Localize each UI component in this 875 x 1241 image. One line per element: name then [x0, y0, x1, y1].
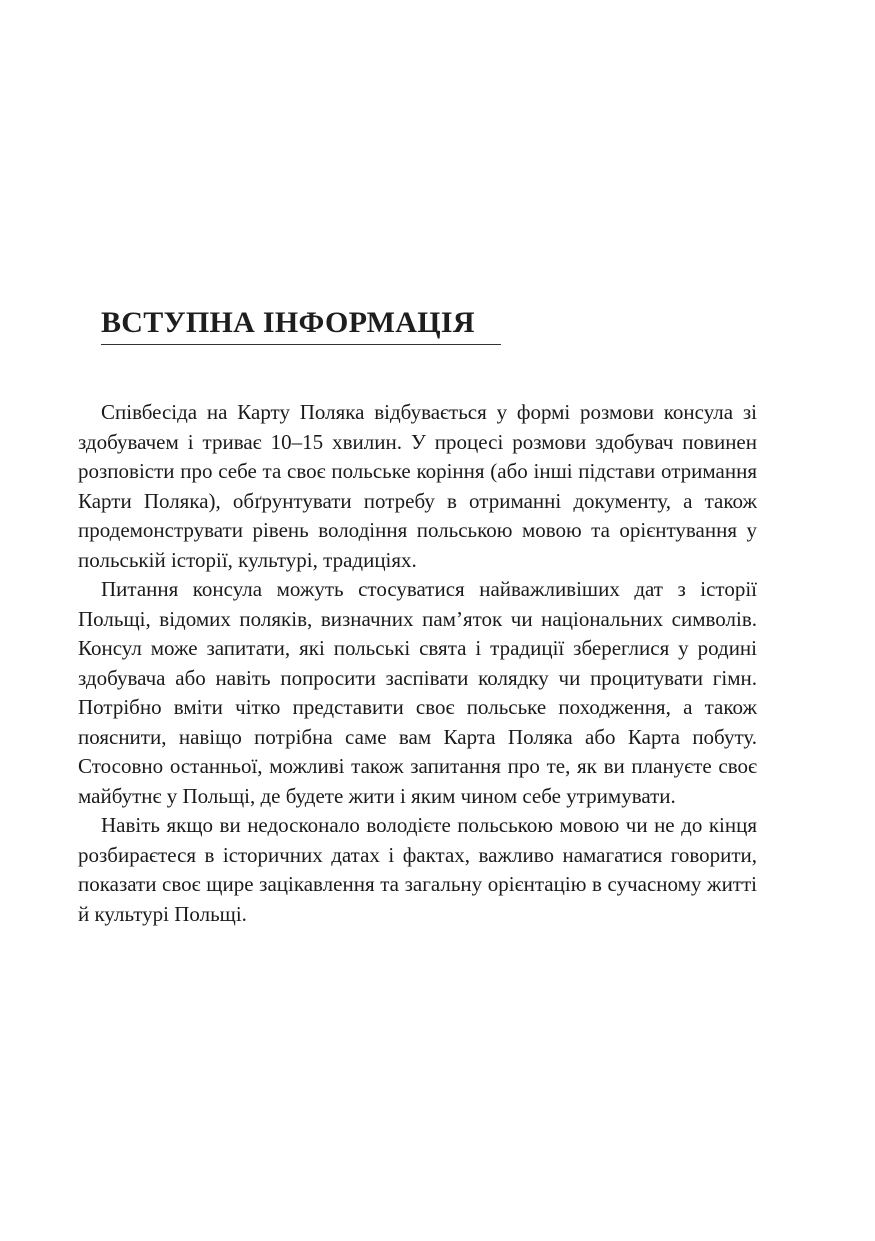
paragraph-1: Співбесіда на Карту Поляка відбувається у формі розмови консула зі здобувачем і триває 10–15 хвилин. У процесі розмови здобувач повинен розповісти про себе та своє польське коріння (або інші підстави отримання Карти Поляка), обґрунтувати потребу в отриманні документу, а також продемонструвати рівень володіння польською мовою та орієнтування у польській історії, культурі, традиціях.: [78, 400, 757, 572]
paragraph-2: Питання консула можуть стосуватися найважливіших дат з історії Польщі, відомих поляків, визначних пам’яток чи національних символів. Консул може запитати, які польські свята і традиції збереглися у родині здобувача або навіть попросити заспівати колядку чи процитувати гімн. Потрібно вміти чітко представити своє польське походження, а також пояснити, навіщо потрібна саме вам Карта Поляка або Карта побуту. Стосовно останньої, можливі також запитання про те, як ви плануєте своє майбутнє у Польщі, де будете жити і яким чином себе утримувати.: [78, 577, 757, 808]
heading-underline: [101, 344, 501, 345]
body-text: [78, 398, 757, 929]
section-heading-block: [101, 305, 501, 345]
paragraph-3: Навіть якщо ви недосконало володієте польською мовою чи не до кінця розбираєтеся в історичних датах і фактах, важливо намагатися говорити, показати своє щире зацікавлення та загальну орієнтацію в сучасному житті й культурі Польщі.: [78, 813, 757, 926]
section-heading: ВСТУПНА ІНФОРМАЦІЯ: [101, 306, 475, 339]
